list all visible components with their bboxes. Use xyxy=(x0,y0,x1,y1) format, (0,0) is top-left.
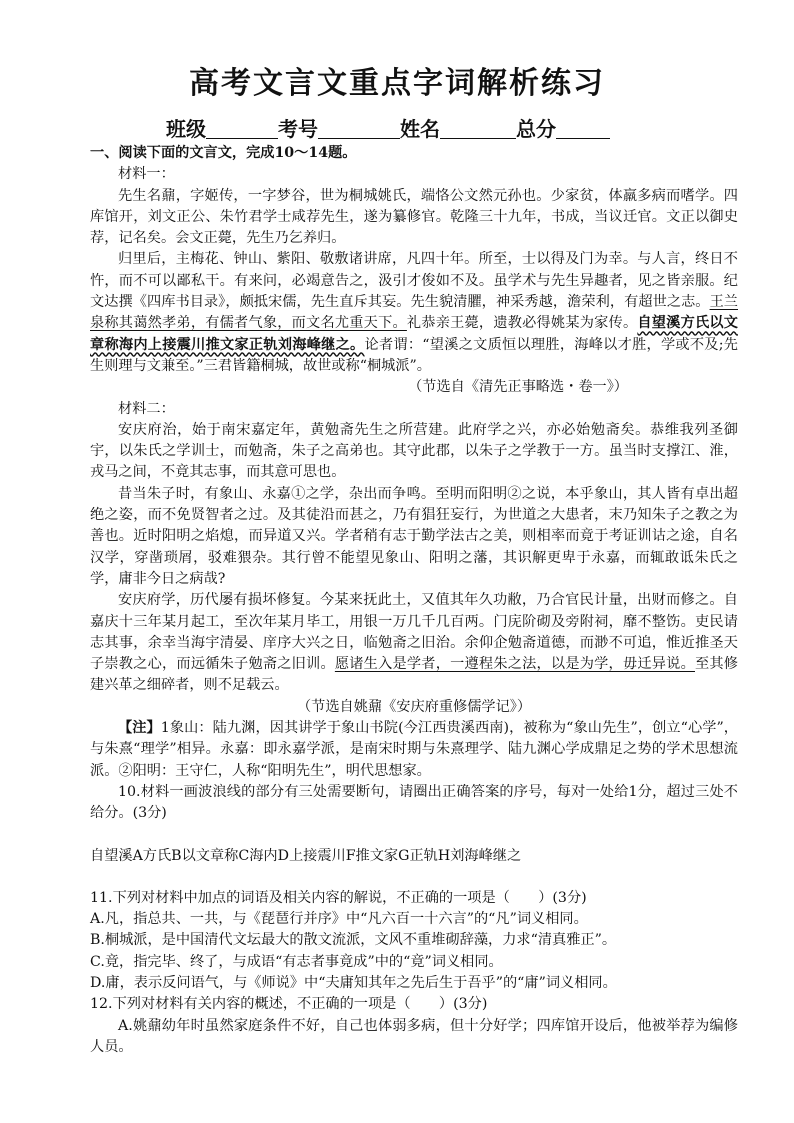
m1-p2-text-c: 论者谓：“望溪之文质恒以理胜，海峰以才胜，学或不及;先生则理与文兼至。”三君皆籍桐城，故世或称“桐城派”。 xyxy=(90,336,738,374)
annotation-note xyxy=(90,718,738,782)
name-label: 姓名 xyxy=(400,117,440,141)
question-10: 10.材料一画波浪线的部分有三处需要断句，请圈出正确答案的序号，每对一处给1分，超过三处不给分。(3分) xyxy=(90,783,738,822)
question-12-option-a[interactable]: A.姚鼐幼年时虽然家庭条件不好，自己也体弱多病，但十分好学；四库馆开设后，他被举荐为编修人员。 xyxy=(90,1017,738,1055)
exam-no-blank[interactable] xyxy=(318,118,400,139)
m2-p3-text-b: 至其修建兴革之细碎者，则不足载云。 xyxy=(90,656,738,694)
class-label: 班级 xyxy=(166,117,206,141)
m1-p2-text-b: 礼恭亲王薨，遗教必得姚某为家传。 xyxy=(406,315,638,332)
note-text: 1象山：陆九渊，因其讲学于象山书院(今江西贵溪西南)，被称为“象山先生”，创立“心学”，与朱熹“理学”相异。永嘉：即永嘉学派，是南宋时期与朱熹理学、陆九渊心学成鼎足之势的学术思想流派。②阳明：王守仁，人称“阳明先生”，明代思想家。 xyxy=(90,720,738,779)
question-11-option-b[interactable]: B.桐城派，是中国清代文坛最大的散文流派，文风不重堆砌辞藻，力求“清真雅正”。 xyxy=(90,932,617,949)
material-2-source: （节选自姚鼐《安庆府重修儒学记》） xyxy=(296,698,532,715)
material-2-paragraph-2: 昔当朱子时，有象山、永嘉①之学，杂出而争鸣。至明而阳明②之说，本乎象山，其人皆有卓出超绝之姿，而不免贤智者之过。及其徒沿而甚之，乃有猖狂妄行，为世道之大患者，末乃知朱子之教之为善也。近时阳明之焰熄，而异道又兴。学者稍有志于勤学法古之美，则相率而竟于考证训诂之途，自名汉学，穿凿琐屑，驳难猥杂。其行曾不能望见象山、阳明之藩，其识解更卑于永嘉，而辄敢诋朱氏之学，庸非今日之病哉? xyxy=(90,485,738,587)
class-blank[interactable] xyxy=(206,118,278,139)
page-title: 高考文言文重点字词解析练习 xyxy=(189,66,605,101)
m2-p3-text-a: 安庆府学，历代屡有损坏修复。今某来抚此土，又值其年久功敝，乃合官民计量，出财而修之。自嘉庆十三年某月起工，至次年某月毕工，用银一万几千几百两。门庑阶砌及旁附祠，靡不整饬。吏民请志其事，余幸当海宇清晏、庠序大兴之日，临勉斋之旧治。余仰企勉斋道德，而渺不可追，惟近推圣天子崇教之心，而远循朱子勉斋之旧训。 xyxy=(90,592,738,673)
material-2-label: 材料二： xyxy=(118,400,175,417)
question-10-options[interactable]: 自望溪A方氏B以文章称C海内D上接震川F推文家G正轨H刘海峰继之 xyxy=(90,847,522,864)
m1-underlined-sentence: 王兰泉称其蔼然孝弟，有儒者气象，而文名尤重天下。 xyxy=(90,294,738,332)
m1-p2-text-a: 归里后，主梅花、钟山、紫阳、敬敷诸讲席，凡四十年。所至，士以得及门为幸。与人言，终日不忤，而不可以鄙私干。有来问，必竭意告之，汲引才俊如不及。虽学术与先生异趣者，见之皆亲服。纪文达撰《四库书目录》，颇抵宋儒，先生直斥其妄。先生貌清臞，神采秀越，澹荣利，有超世之志。 xyxy=(90,251,738,311)
material-1-source: （节选自《清先正事略选・卷一》） xyxy=(408,379,628,396)
m1-wavy-sentence: 自望溪方氏以文章称海内上接震川推文家正轨刘海峰继之。 xyxy=(90,315,738,353)
material-1-paragraph-2 xyxy=(90,249,738,377)
question-12: 12.下列对材料有关内容的概述，不正确的一项是（ ）(3分) xyxy=(90,996,488,1013)
student-info-line xyxy=(166,113,666,142)
section-heading: 一、阅读下面的文言文，完成10～14题。 xyxy=(90,145,357,161)
material-1-paragraph-1: 先生名鼐，字姬传，一字梦谷，世为桐城姚氏，端恪公文然元孙也。少家贫，体羸多病而嗜学。四库馆开，刘文正公、朱竹君学士咸荐先生，遂为纂修官。乾隆三十九年，书成，当议迁官。文正以御史荐，记名矣。会文正薨，先生乃乞养归。 xyxy=(90,187,738,247)
exam-no-label: 考号 xyxy=(278,117,318,141)
m2-underlined-sentence: 愿诸生入是学者，一遵程朱之法，以是为学，毋迁异说。 xyxy=(334,656,695,673)
reading-section xyxy=(90,143,738,1058)
score-label: 总分 xyxy=(516,117,556,141)
question-11-option-a[interactable]: A.凡，指总共、一共，与《琵琶行并序》中“凡六百一十六言”的“凡”词义相同。 xyxy=(90,911,588,928)
note-label: 【注】 xyxy=(118,720,161,737)
score-blank[interactable] xyxy=(556,118,610,139)
question-11-option-d[interactable]: D.庸，表示反问语气，与《师说》中“夫庸知其年之先后生于吾乎”的“庸”词义相同。 xyxy=(90,974,617,991)
question-11-option-c[interactable]: C.竟，指完毕、终了，与成语“有志者事竟成”中的“竟”词义相同。 xyxy=(90,953,503,970)
material-1-label: 材料一： xyxy=(118,166,175,183)
question-11: 11.下列对材料中加点的词语及相关内容的解说，不正确的一项是（ ）(3分) xyxy=(90,889,587,906)
material-2-paragraph-3 xyxy=(90,590,738,696)
material-2-paragraph-1: 安庆府治，始于南宋嘉定年，黄勉斋先生之所营建。此府学之兴，亦必始勉斋矣。恭维我列圣御宇，以朱氏之学训士，而勉斋，朱子之高弟也。其守此郡，以朱子之学教于一方。虽当时支撑江、淮，戎马之间，不竟其志事，而其意可思也。 xyxy=(90,421,738,481)
name-blank[interactable] xyxy=(440,118,516,139)
